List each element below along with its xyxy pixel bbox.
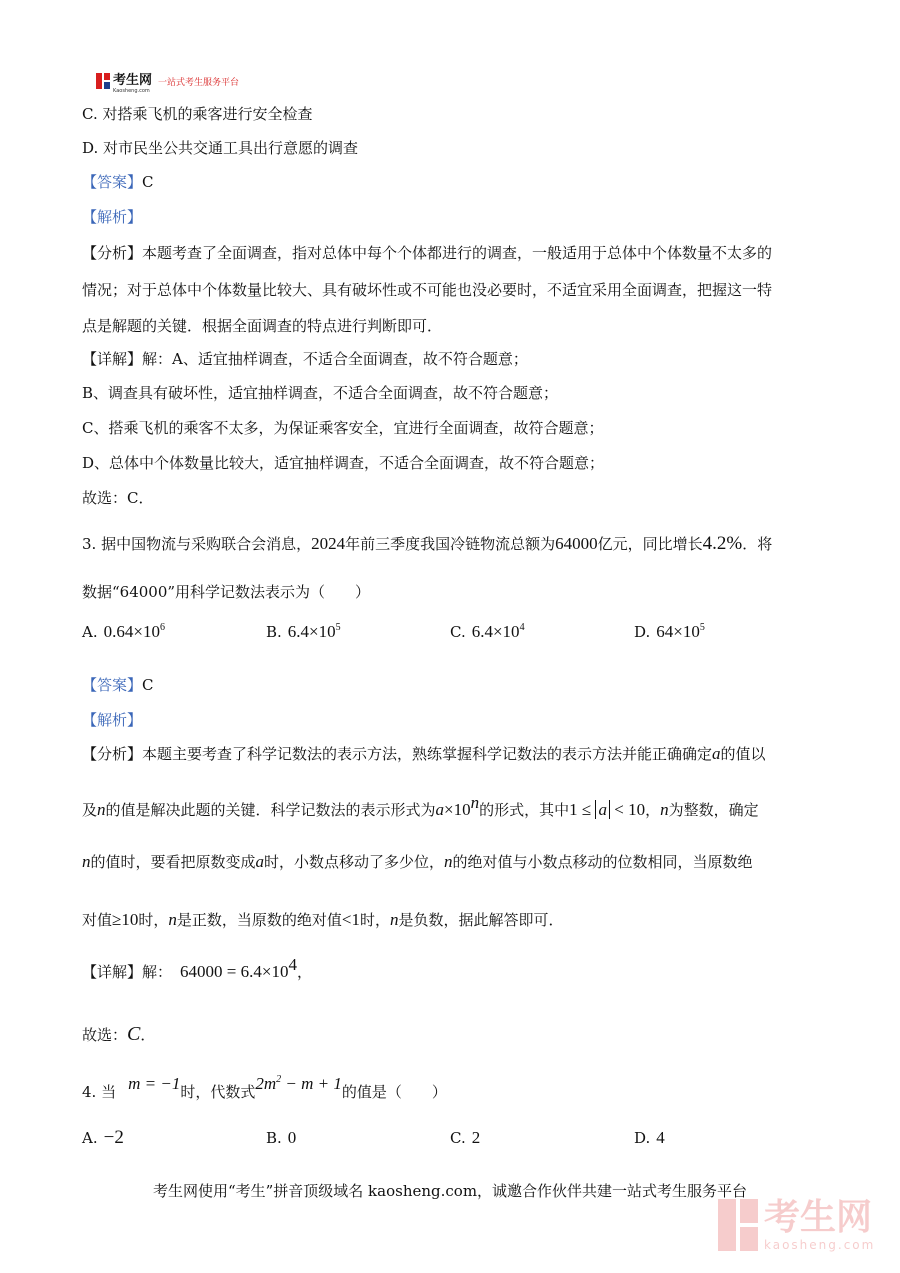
option-value: 6.4×10 xyxy=(471,622,520,641)
option-letter: C. xyxy=(450,1129,466,1147)
q3-amount: 64000 xyxy=(555,534,598,553)
q3-percent: 4.2% xyxy=(702,533,743,554)
detail-text: 解： xyxy=(142,963,173,981)
q4-expression xyxy=(255,1074,342,1093)
q3-year: 2024 xyxy=(311,534,346,553)
option-exponent: 5 xyxy=(335,622,341,633)
q4-option-a xyxy=(82,1128,124,1148)
q3-stem-line-1 xyxy=(82,534,772,554)
q3-fenxi-line-4 xyxy=(82,910,564,930)
expr-part: − m + 1 xyxy=(281,1074,342,1093)
q4-stem xyxy=(82,1074,447,1102)
fenxi-text: 及 xyxy=(82,801,98,819)
q3-detail xyxy=(82,955,312,982)
var-n: n xyxy=(168,910,177,929)
answer-value: C xyxy=(142,173,154,191)
option-exponent: 6 xyxy=(159,622,165,633)
var-n: n xyxy=(470,793,480,812)
q4-stem-text: 的值是（ ） xyxy=(341,1083,447,1101)
fenxi-text: 本题主要考查了科学记数法的表示方法，熟练掌握科学记数法的表示方法并能正确确定 xyxy=(142,745,713,763)
q4-option-d xyxy=(634,1128,665,1148)
detail-tag: 【详解】 xyxy=(82,963,143,981)
q3-option-a xyxy=(82,622,165,642)
expr-exponent: 2 xyxy=(276,1074,282,1085)
range-left: 1 ≤ xyxy=(569,800,596,819)
fenxi-text: 的值以 xyxy=(720,745,766,763)
option-letter: A. xyxy=(82,623,98,641)
q2-detail-line-1 xyxy=(82,349,528,369)
q2-option-d: D. 对市民坐公共交通工具出行意愿的调查 xyxy=(82,139,359,157)
q3-analysis-tag: 【解析】 xyxy=(82,711,143,729)
option-letter: A. xyxy=(82,1129,98,1147)
option-letter: D. xyxy=(634,623,651,641)
q3-option-b xyxy=(266,622,341,642)
ge-10: ≥10 xyxy=(112,910,139,929)
q4-option-b xyxy=(266,1128,296,1148)
fenxi-text: 的绝对值与小数点移动的位数相同，当原数绝 xyxy=(452,853,753,871)
q2-choose: 故选：C． xyxy=(82,489,154,507)
page-footer: 考生网使用“考生”拼音顶级域名 kaosheng.com，诚邀合作伙伴共建一站式考生服务平台 xyxy=(152,1182,748,1200)
fenxi-text: 是负数，据此解答即可． xyxy=(398,911,564,929)
answer-value: C xyxy=(142,676,154,694)
detail-text: 解：A、适宜抽样调查，不适合全面调查，故不符合题意； xyxy=(142,350,528,368)
var-a: a xyxy=(255,852,265,871)
option-value: 0 xyxy=(287,1128,297,1147)
q3-stem-text: 年前三季度我国冷链物流总额为 xyxy=(345,535,556,553)
choose-var: C xyxy=(127,1023,141,1045)
q3-fenxi-line-1 xyxy=(82,744,766,764)
q3-choose xyxy=(82,1024,155,1045)
q2-answer xyxy=(82,172,154,192)
option-letter: D. xyxy=(634,1129,651,1147)
var-a: a xyxy=(712,744,721,763)
q2-detail-line-4: D、总体中个体数量比较大，适宜抽样调查，不适合全面调查，故不符合题意； xyxy=(82,454,605,472)
option-value: 2 xyxy=(471,1128,481,1147)
option-letter: B. xyxy=(266,623,282,641)
detail-exponent: 4 xyxy=(288,955,297,974)
fenxi-tag: 【分析】 xyxy=(82,745,143,763)
option-exponent: 4 xyxy=(519,622,525,633)
var-a: a xyxy=(435,800,445,819)
q4-condition: m = −1 xyxy=(128,1074,181,1093)
fenxi-text: 的形式，其中 xyxy=(479,801,570,819)
watermark-domain: kaosheng.com xyxy=(764,1238,876,1252)
option-letter: C. xyxy=(450,623,466,641)
q4-stem-text: 时，代数式 xyxy=(180,1083,256,1101)
choose-text: 故选： xyxy=(82,1026,128,1044)
logo-domain: Kaosheng.com xyxy=(113,87,150,94)
site-logo xyxy=(96,72,240,94)
lt-1: <1 xyxy=(341,910,360,929)
fenxi-tag: 【分析】 xyxy=(82,244,143,262)
expr-part: 2m xyxy=(255,1074,277,1093)
q2-fenxi-line-3: 点是解题的关键．根据全面调查的特点进行判断即可． xyxy=(82,317,443,335)
fenxi-text: 时， xyxy=(138,911,169,929)
var-n: n xyxy=(97,800,106,819)
q3-stem-text: ．将 xyxy=(742,535,773,553)
fenxi-text: ， xyxy=(645,801,661,819)
watermark-name: 考生网 xyxy=(764,1197,873,1238)
q3-option-d xyxy=(634,622,705,642)
option-value: 4 xyxy=(656,1128,665,1147)
q3-stem-text: 亿元，同比增长 xyxy=(597,535,703,553)
var-a: a xyxy=(598,800,607,819)
q2-detail-line-3: C、搭乘飞机的乘客不太多，为保证乘客安全，宜进行全面调查，故符合题意； xyxy=(82,419,604,437)
q3-stem-line-2: 数据“64000”用科学记数法表示为（ ） xyxy=(82,583,371,601)
q3-fenxi-line-3 xyxy=(82,852,753,872)
detail-text: ， xyxy=(296,963,312,981)
q4-stem-text: 4. 当 xyxy=(82,1083,117,1101)
fenxi-text: 是正数，当原数的绝对值 xyxy=(176,911,342,929)
fenxi-text: 对值 xyxy=(82,911,113,929)
range-right: < 10 xyxy=(609,800,646,819)
option-value: 6.4×10 xyxy=(287,622,336,641)
answer-tag: 【答案】 xyxy=(82,676,143,694)
option-letter: B. xyxy=(266,1129,282,1147)
logo-slogan: 一站式考生服务平台 xyxy=(158,77,240,88)
detail-tag: 【详解】 xyxy=(82,350,143,368)
watermark-logo-icon xyxy=(718,1199,758,1251)
q2-detail-line-2: B、调查具有破坏性，适宜抽样调查，不适合全面调查，故不符合题意； xyxy=(82,384,559,402)
q3-answer xyxy=(82,675,154,695)
q2-option-c: C. 对搭乘飞机的乘客进行安全检查 xyxy=(82,105,313,123)
logo-mark-icon xyxy=(96,73,110,89)
q3-stem-text: 3. 据中国物流与采购联合会消息， xyxy=(82,535,312,553)
q3-option-c xyxy=(450,622,525,642)
q2-fenxi-line-1 xyxy=(82,243,772,263)
detail-equation: 64000 = 6.4×10 xyxy=(180,962,289,981)
fenxi-text: 为整数，确定 xyxy=(668,801,759,819)
q4-option-c xyxy=(450,1128,480,1148)
q2-analysis-tag: 【解析】 xyxy=(82,208,143,226)
fenxi-text: 本题考查了全面调查，指对总体中每个个体都进行的调查，一般适用于总体中个体数量不太多的 xyxy=(142,244,773,262)
var-n: n xyxy=(444,852,453,871)
fenxi-text: 的值是解决此题的关键．科学记数法的表示形式为 xyxy=(105,801,436,819)
var-n: n xyxy=(390,910,399,929)
var-n: n xyxy=(660,800,669,819)
option-value: 0.64×10 xyxy=(103,622,160,641)
logo-name: 考生网 xyxy=(113,72,153,88)
q2-fenxi-line-2: 情况；对于总体中个体数量比较大、具有破坏性或不可能也没必要时，不适宜采用全面调查，把握这一特 xyxy=(82,281,773,299)
form-base: ×10 xyxy=(444,800,471,819)
option-exponent: 5 xyxy=(699,622,705,633)
choose-text: ． xyxy=(140,1026,156,1044)
fenxi-text: 时， xyxy=(359,911,390,929)
var-n: n xyxy=(82,852,91,871)
option-value: 64×10 xyxy=(656,622,700,641)
answer-tag: 【答案】 xyxy=(82,173,143,191)
fenxi-text: 时，小数点移动了多少位， xyxy=(264,853,445,871)
watermark xyxy=(718,1198,875,1252)
option-value: −2 xyxy=(103,1127,124,1148)
fenxi-text: 的值时，要看把原数变成 xyxy=(90,853,256,871)
q3-fenxi-line-2 xyxy=(82,793,759,820)
